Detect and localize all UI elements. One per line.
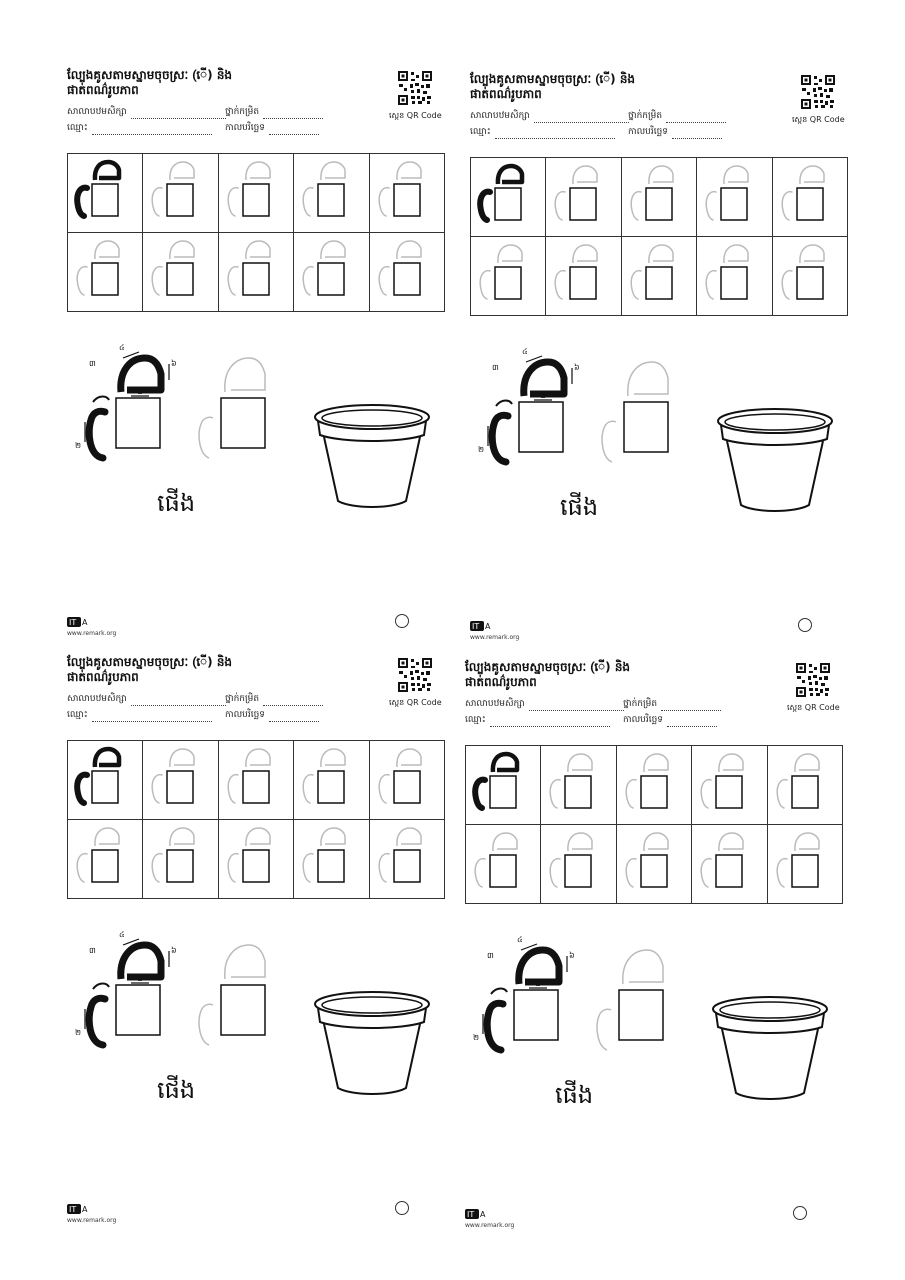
trace-vowel-glyph [370, 820, 444, 894]
grid-cell[interactable] [369, 820, 444, 899]
name-label: ឈ្មោះ [67, 123, 88, 133]
grid-cell[interactable] [692, 746, 767, 825]
organization-logo [67, 1203, 101, 1215]
trace-vowel-glyph [773, 237, 847, 311]
website-url[interactable]: www.remark.org [67, 1217, 117, 1224]
tracing-grid [67, 740, 445, 899]
stroke-number-4: ៤ [517, 935, 523, 944]
tracing-grid-body [466, 746, 843, 904]
title-line-2: ផាត់ពណ៌រូបភាព [67, 83, 139, 97]
trace-vowel-glyph [546, 237, 620, 311]
grade-field[interactable] [225, 106, 323, 119]
trace-vowel-glyph [294, 820, 368, 894]
svg-text:IT: IT [472, 622, 480, 631]
website-url[interactable]: www.remark.org [67, 630, 117, 637]
worksheet-title [67, 655, 367, 685]
school-label: សាលាបឋមសិក្សា [67, 107, 127, 117]
model-vowel-glyph [68, 154, 142, 228]
title-line-1: ល្បែងគូសតាមស្នាមចុចស្រៈ (ើ) និង [67, 68, 233, 82]
grid-cell[interactable] [294, 741, 369, 820]
grid-row [68, 154, 445, 233]
qr-label: ស្កេន QR Code [787, 703, 840, 712]
stroke-number-2: ២ [75, 1028, 82, 1037]
grid-cell[interactable] [546, 158, 621, 237]
grid-cell[interactable] [471, 237, 546, 316]
date-blank[interactable] [269, 712, 319, 722]
grid-cell[interactable] [294, 820, 369, 899]
school-blank[interactable] [534, 113, 629, 123]
trace-vowel-glyph [546, 158, 620, 232]
trace-vowel-glyph [773, 158, 847, 232]
partner-seal-icon [793, 1206, 807, 1220]
stroke-number-5: ៥ [535, 979, 541, 988]
school-field[interactable] [470, 110, 629, 123]
grid-cell[interactable] [294, 233, 369, 312]
grade-label: ថ្នាក់កម្រិត [225, 107, 260, 117]
stroke-number-2: ២ [75, 441, 82, 450]
stroke-number-6: ៦ [171, 946, 177, 955]
stroke-number-5: ៥ [540, 391, 546, 400]
school-field[interactable] [67, 693, 226, 706]
stroke-number-3: ៣ [487, 951, 494, 960]
grid-cell[interactable] [68, 233, 143, 312]
grade-blank[interactable] [661, 701, 721, 711]
model-vowel-glyph [471, 158, 545, 232]
trace-vowel-glyph [692, 746, 766, 820]
grid-cell[interactable] [621, 237, 696, 316]
grid-cell[interactable] [772, 237, 847, 316]
example-word: ផើង [555, 1081, 594, 1109]
worksheet-2 [470, 72, 865, 662]
svg-text:IT: IT [467, 1210, 475, 1219]
svg-text:A: A [82, 618, 88, 627]
grid-cell[interactable] [772, 158, 847, 237]
trace-vowel-glyph [370, 233, 444, 307]
title-line-2: ផាត់ពណ៌រូបភាព [465, 675, 537, 689]
stroke-number-4: ៤ [522, 347, 528, 356]
trace-vowel-glyph [294, 154, 368, 228]
trace-vowel-glyph [370, 741, 444, 815]
grid-cell[interactable] [466, 825, 541, 904]
date-label: កាលបរិច្ឆេទ [225, 123, 265, 133]
worksheet-title [67, 68, 367, 98]
name-label: ឈ្មោះ [465, 715, 486, 725]
grid-cell[interactable] [697, 158, 772, 237]
grade-label: ថ្នាក់កម្រិត [225, 694, 260, 704]
grid-row [68, 741, 445, 820]
trace-vowel-glyph [370, 154, 444, 228]
grid-cell[interactable] [471, 158, 546, 237]
trace-vowel-glyph [219, 741, 293, 815]
grid-row [471, 158, 848, 237]
trace-vowel-glyph [692, 825, 766, 899]
name-blank[interactable] [495, 129, 615, 139]
grid-cell[interactable] [466, 746, 541, 825]
qr-code-icon[interactable] [397, 657, 433, 693]
title-line-2: ផាត់ពណ៌រូបភាព [470, 87, 542, 101]
grade-label: ថ្នាក់កម្រិត [623, 699, 658, 709]
grid-cell[interactable] [767, 825, 842, 904]
stroke-number-4: ៤ [119, 343, 125, 352]
worksheet-4 [465, 660, 860, 1250]
name-blank[interactable] [92, 712, 212, 722]
name-field[interactable] [470, 126, 615, 139]
organization-logo [67, 616, 101, 628]
qr-label: ស្កេន QR Code [389, 698, 442, 707]
grid-cell[interactable] [616, 746, 691, 825]
name-field[interactable] [465, 714, 610, 727]
tracing-grid-body [68, 154, 445, 312]
date-label: កាលបរិច្ឆេទ [628, 127, 668, 137]
date-blank[interactable] [672, 129, 722, 139]
example-word: ផើង [157, 1076, 196, 1104]
worksheet-title [470, 72, 770, 102]
partner-seal-icon [395, 1201, 409, 1215]
trace-vowel-glyph [294, 741, 368, 815]
stroke-number-2: ២ [473, 1033, 480, 1042]
stroke-number-6: ៦ [171, 359, 177, 368]
title-line-1: ល្បែងគូសតាមស្នាមចុចស្រៈ (ើ) និង [470, 72, 636, 86]
grid-cell[interactable] [369, 741, 444, 820]
date-label: កាលបរិច្ឆេទ [225, 710, 265, 720]
name-field[interactable] [67, 709, 212, 722]
stroke-number-1: ១ [491, 1001, 498, 1010]
tracing-grid-body [471, 158, 848, 316]
title-line-2: ផាត់ពណ៌រូបភាព [67, 670, 139, 684]
svg-text:IT: IT [69, 618, 77, 627]
name-label: ឈ្មោះ [67, 710, 88, 720]
trace-vowel-glyph [697, 237, 771, 311]
date-blank[interactable] [667, 717, 717, 727]
grid-cell[interactable] [68, 154, 143, 233]
grid-cell[interactable] [541, 746, 616, 825]
grid-cell[interactable] [369, 154, 444, 233]
name-blank[interactable] [490, 717, 610, 727]
school-label: សាលាបឋមសិក្សា [67, 694, 127, 704]
grid-cell[interactable] [143, 233, 218, 312]
grid-row [68, 233, 445, 312]
grid-cell[interactable] [767, 746, 842, 825]
grid-row [466, 746, 843, 825]
stroke-number-3: ៣ [89, 359, 96, 368]
trace-vowel-glyph [697, 158, 771, 232]
partner-seal-icon [395, 614, 409, 628]
grid-cell[interactable] [143, 741, 218, 820]
trace-vowel-glyph [541, 825, 615, 899]
trace-vowel-glyph [471, 237, 545, 311]
trace-vowel-glyph [68, 820, 142, 894]
grid-cell[interactable] [218, 820, 293, 899]
trace-vowel-glyph [622, 237, 696, 311]
grid-cell[interactable] [621, 158, 696, 237]
trace-vowel-glyph [768, 746, 842, 820]
tracing-grid [465, 745, 843, 904]
date-blank[interactable] [269, 125, 319, 135]
qr-label: ស្កេន QR Code [792, 115, 845, 124]
school-blank[interactable] [131, 109, 226, 119]
grade-field[interactable] [628, 110, 726, 123]
svg-text:IT: IT [69, 1205, 77, 1214]
model-vowel-glyph [466, 746, 540, 820]
tracing-grid-body [68, 741, 445, 899]
name-label: ឈ្មោះ [470, 127, 491, 137]
trace-vowel-glyph [617, 746, 691, 820]
trace-vowel-glyph [466, 825, 540, 899]
grid-cell[interactable] [218, 154, 293, 233]
worksheet-1 [67, 68, 462, 658]
tracing-grid [67, 153, 445, 312]
qr-label: ស្កេន QR Code [389, 111, 442, 120]
trace-vowel-glyph [143, 233, 217, 307]
website-url[interactable]: www.remark.org [465, 1222, 515, 1229]
title-line-1: ល្បែងគូសតាមស្នាមចុចស្រៈ (ើ) និង [67, 655, 233, 669]
school-label: សាលាបឋមសិក្សា [465, 699, 525, 709]
qr-code-icon[interactable] [795, 662, 831, 698]
stroke-number-3: ៣ [492, 363, 499, 372]
trace-vowel-glyph [768, 825, 842, 899]
qr-code-icon[interactable] [800, 74, 836, 110]
model-vowel-glyph [68, 741, 142, 815]
stroke-number-5: ៥ [137, 974, 143, 983]
website-url[interactable]: www.remark.org [470, 634, 520, 641]
stroke-number-3: ៣ [89, 946, 96, 955]
worksheet-title [465, 660, 765, 690]
grid-cell[interactable] [143, 154, 218, 233]
grid-cell[interactable] [616, 825, 691, 904]
trace-practice-glyph [593, 942, 673, 1057]
grid-row [471, 237, 848, 316]
name-field[interactable] [67, 122, 212, 135]
grid-cell[interactable] [697, 237, 772, 316]
grid-cell[interactable] [143, 820, 218, 899]
trace-vowel-glyph [143, 820, 217, 894]
grid-cell[interactable] [218, 741, 293, 820]
grid-cell[interactable] [218, 233, 293, 312]
grid-row [68, 820, 445, 899]
trace-vowel-glyph [617, 825, 691, 899]
trace-vowel-glyph [294, 233, 368, 307]
school-label: សាលាបឋមសិក្សា [470, 111, 530, 121]
school-field[interactable] [465, 698, 624, 711]
flower-pot-illustration [715, 407, 835, 517]
grid-cell[interactable] [294, 154, 369, 233]
stroke-number-2: ២ [478, 445, 485, 454]
stroke-number-6: ៦ [574, 363, 580, 372]
trace-vowel-glyph [219, 154, 293, 228]
school-blank[interactable] [529, 701, 624, 711]
partner-seal-icon [798, 618, 812, 632]
worksheet-3 [67, 655, 462, 1245]
date-label: កាលបរិច្ឆេទ [623, 715, 663, 725]
grade-blank[interactable] [263, 109, 323, 119]
trace-vowel-glyph [622, 158, 696, 232]
date-field[interactable] [628, 126, 722, 139]
example-word: ផើង [560, 493, 599, 521]
trace-vowel-glyph [541, 746, 615, 820]
grade-blank[interactable] [666, 113, 726, 123]
example-word: ផើង [157, 489, 196, 517]
stroke-number-4: ៤ [119, 930, 125, 939]
organization-logo [470, 620, 504, 632]
title-line-1: ល្បែងគូសតាមស្នាមចុចស្រៈ (ើ) និង [465, 660, 631, 674]
grade-field[interactable] [225, 693, 323, 706]
tracing-grid [470, 157, 848, 316]
svg-text:A: A [480, 1210, 486, 1219]
grid-cell[interactable] [546, 237, 621, 316]
grid-cell[interactable] [68, 741, 143, 820]
stroke-number-1: ១ [496, 413, 503, 422]
grade-label: ថ្នាក់កម្រិត [628, 111, 663, 121]
qr-code-icon[interactable] [397, 70, 433, 106]
trace-vowel-glyph [219, 233, 293, 307]
grid-cell[interactable] [541, 825, 616, 904]
trace-practice-glyph [195, 350, 275, 465]
school-blank[interactable] [131, 696, 226, 706]
flower-pot-illustration [312, 990, 432, 1100]
trace-vowel-glyph [68, 233, 142, 307]
svg-text:A: A [485, 622, 491, 631]
name-blank[interactable] [92, 125, 212, 135]
date-field[interactable] [225, 122, 319, 135]
trace-practice-glyph [598, 354, 678, 469]
trace-vowel-glyph [219, 820, 293, 894]
grid-row [466, 825, 843, 904]
grid-cell[interactable] [369, 233, 444, 312]
organization-logo [465, 1208, 499, 1220]
date-field[interactable] [225, 709, 319, 722]
school-field[interactable] [67, 106, 226, 119]
svg-text:A: A [82, 1205, 88, 1214]
flower-pot-illustration [312, 403, 432, 513]
grade-field[interactable] [623, 698, 721, 711]
grid-cell[interactable] [68, 820, 143, 899]
trace-vowel-glyph [143, 741, 217, 815]
trace-practice-glyph [195, 937, 275, 1052]
stroke-number-1: ១ [93, 996, 100, 1005]
trace-vowel-glyph [143, 154, 217, 228]
stroke-number-1: ១ [93, 409, 100, 418]
grade-blank[interactable] [263, 696, 323, 706]
grid-cell[interactable] [692, 825, 767, 904]
stroke-number-5: ៥ [137, 387, 143, 396]
date-field[interactable] [623, 714, 717, 727]
flower-pot-illustration [710, 995, 830, 1105]
stroke-number-6: ៦ [569, 951, 575, 960]
